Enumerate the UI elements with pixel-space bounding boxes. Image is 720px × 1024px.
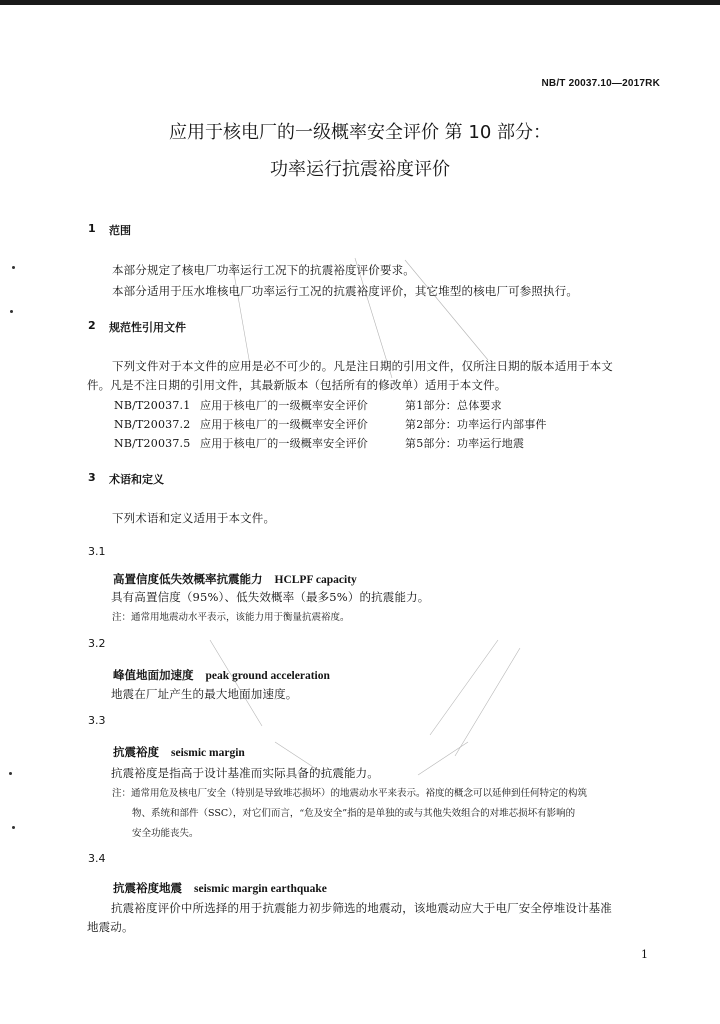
reference-part: 第1部分：总体要求	[405, 399, 502, 412]
term-en: seismic margin	[171, 747, 245, 759]
term-definition: 地震在厂址产生的最大地面加速度。	[111, 687, 298, 701]
section-3-number: 3	[88, 471, 96, 484]
term-number: 3.1	[88, 545, 106, 558]
page-number: 1	[641, 948, 648, 961]
reference-item	[114, 416, 547, 432]
reference-part: 第5部分：功率运行地震	[405, 437, 525, 450]
term-number: 3.4	[88, 852, 106, 865]
reference-code: NB/T20037.5	[114, 437, 191, 450]
term-heading	[113, 571, 357, 587]
term-definition: 具有高置信度（95%）、低失效概率（最多5%）的抗震能力。	[111, 590, 430, 604]
section-3-title: 术语和定义	[109, 473, 164, 486]
term-note-line-3: 安全功能丧失。	[132, 828, 199, 839]
scan-speck	[12, 266, 15, 269]
section-1-number: 1	[88, 222, 96, 235]
term-number: 3.2	[88, 637, 106, 650]
section-2-paragraph-line-2: 件。凡是不注日期的引用文件，其最新版本（包括所有的修改单）适用于本文件。	[87, 378, 507, 392]
standard-code: NB/T 20037.10—2017RK	[541, 78, 660, 89]
doc-title-line-2: 功率运行抗震裕度评价	[270, 159, 450, 180]
reference-title: 应用于核电厂的一级概率安全评价	[200, 437, 368, 450]
scan-speck	[12, 826, 15, 829]
term-en: peak ground acceleration	[205, 670, 330, 682]
term-heading	[113, 744, 245, 760]
section-1-title: 范围	[109, 224, 131, 237]
term-number: 3.3	[88, 714, 106, 727]
section-1-paragraph-2: 本部分适用于压水堆核电厂功率运行工况的抗震裕度评价，其它堆型的核电厂可参照执行。	[112, 284, 578, 298]
term-cn: 抗震裕度	[113, 745, 159, 759]
section-2-number: 2	[88, 319, 96, 332]
term-cn: 峰值地面加速度	[113, 668, 194, 682]
section-2-paragraph-line-1: 下列文件对于本文件的应用是必不可少的。凡是注日期的引用文件，仅所注日期的版本适用于本文	[112, 359, 613, 373]
term-cn: 高置信度低失效概率抗震能力	[113, 572, 263, 586]
reference-item	[114, 435, 524, 451]
term-en: seismic margin earthquake	[194, 883, 327, 895]
scan-speck	[10, 310, 13, 313]
reference-title: 应用于核电厂的一级概率安全评价	[200, 418, 368, 431]
reference-part: 第2部分：功率运行内部事件	[405, 418, 547, 431]
term-definition: 抗震裕度是指高于设计基准而实际具备的抗震能力。	[111, 766, 379, 780]
reference-title: 应用于核电厂的一级概率安全评价	[200, 399, 368, 412]
term-note: 注：通常用地震动水平表示，该能力用于衡量抗震裕度。	[112, 612, 350, 623]
scan-speck	[9, 772, 12, 775]
term-note-line-2: 物、系统和部件（SSC），对它们而言，“危及安全”指的是单独的或与其他失效组合的对堆芯损坏有影响的	[132, 808, 576, 819]
term-note-line-1: 注：通常用危及核电厂安全（特别是导致堆芯损坏）的地震动水平来表示。裕度的概念可以延伸到任何特定的构筑	[112, 788, 588, 799]
reference-code: NB/T20037.1	[114, 399, 191, 412]
term-heading	[113, 667, 330, 683]
reference-code: NB/T20037.2	[114, 418, 191, 431]
reference-item	[114, 397, 502, 413]
section-3-intro: 下列术语和定义适用于本文件。	[112, 511, 276, 525]
doc-title-line-1: 应用于核电厂的一级概率安全评价 第 10 部分：	[168, 122, 552, 143]
section-1-paragraph-1: 本部分规定了核电厂功率运行工况下的抗震裕度评价要求。	[112, 263, 415, 277]
term-cn: 抗震裕度地震	[113, 881, 182, 895]
term-en: HCLPF capacity	[274, 574, 357, 586]
term-heading	[113, 880, 327, 896]
term-definition-line-1: 抗震裕度评价中所选择的用于抗震能力初步筛选的地震动，该地震动应大于电厂安全停堆设计基准	[111, 901, 612, 915]
term-definition-line-2: 地震动。	[87, 920, 134, 934]
section-2-title: 规范性引用文件	[109, 321, 186, 334]
